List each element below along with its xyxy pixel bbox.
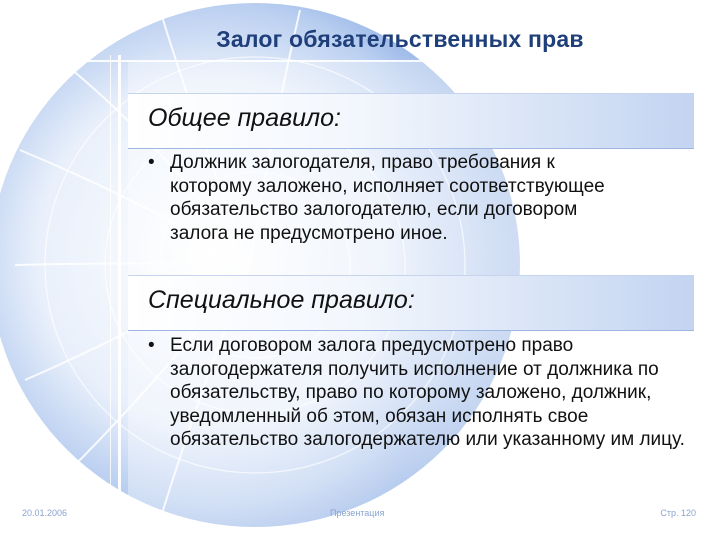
footer-presentation-label: Презентация: [330, 508, 385, 518]
section-heading-special-rule: Специальное правило:: [148, 286, 415, 314]
footer-page-number: Стр. 120: [660, 508, 696, 518]
bullet-text-special-rule: Если договором залога предусмотрено право залогодержателя получить исполнение от должника по обязательству, право по которому заложено, должник, уведомленный об этом, обязан исполнять свое обязательство залогодержателю или указанному им лицу.: [170, 335, 685, 450]
section-heading-general-rule: Общее правило:: [148, 104, 342, 132]
bullet-text-general-rule: Должник залогодателя, право требования к которому заложено, исполняет соответствующее обязательство залогодателю, если договором залога не предусмотрено иное.: [170, 152, 605, 244]
section-bar-general-rule: [128, 93, 694, 149]
slide-title: Залог обязательственных прав: [216, 26, 584, 52]
footer-date: 20.01.2006: [22, 508, 68, 518]
bullet-special-rule: [148, 334, 688, 452]
bullet-general-rule: [148, 151, 638, 245]
section-bar-special-rule: [128, 275, 694, 331]
bullet-dot: •: [148, 335, 155, 356]
bullet-dot: •: [148, 152, 155, 173]
